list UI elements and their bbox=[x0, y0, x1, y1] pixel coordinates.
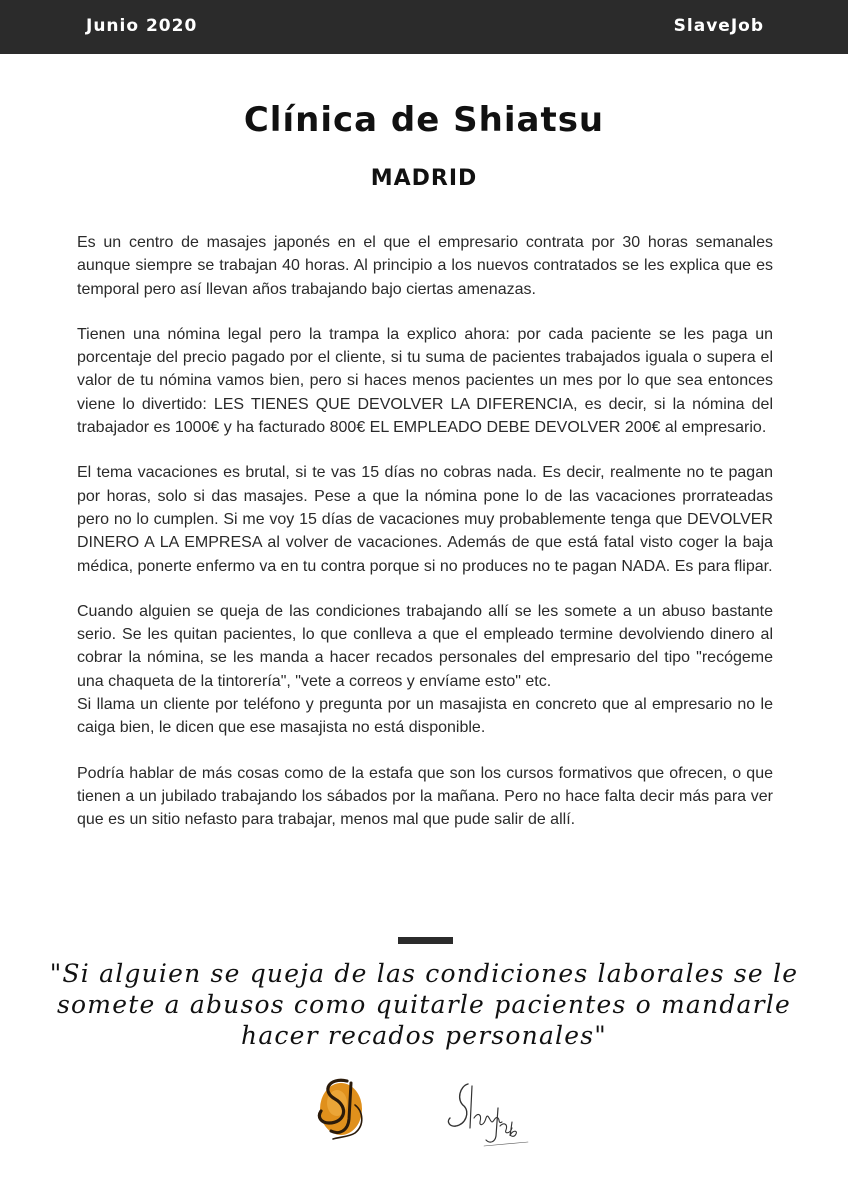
article-body bbox=[77, 231, 773, 854]
paragraph: Cuando alguien se queja de las condiciones trabajando allí se les somete a un abuso bastante serio. Se les quitan pacientes, lo que conlleva a que el empleado termine devolviendo dinero al cobrar la nómina, se les manda a hacer recados personales del empresario del tipo "recógeme una chaqueta de la tintorería", "vete a correos y envíame esto" etc. bbox=[77, 602, 773, 690]
brand-name: SlaveJob bbox=[673, 16, 764, 36]
paragraph: Tienen una nómina legal pero la trampa la explico ahora: por cada paciente se les paga un porcentaje del precio pagado por el cliente, si tu suma de pacientes trabajados iguala o supera el valor de tu nómina vamos bien, pero si haces menos pacientes un mes por lo que sea entonces viene lo divertido: LES TIENES QUE DEVOLVER LA DIFERENCIA, es decir, si la nómina del trabajador es 1000€ y ha facturado 800€ EL EMPLEADO DEBE DEVOLVER 200€ al empresario. bbox=[77, 325, 773, 437]
pull-quote: "Si alguien se queja de las condiciones laborales se le somete a abusos como quitarle pacientes o mandarle hacer recados personales" bbox=[49, 959, 799, 1050]
paragraph: Si llama un cliente por teléfono y pregunta por un masajista en concreto que al empresario no le caiga bien, le dicen que ese masajista no está disponible. bbox=[77, 696, 773, 737]
paragraph: El tema vacaciones es brutal, si te vas 15 días no cobras nada. Es decir, realmente no te pagan por horas, solo si das masajes. Pese a que la nómina pone lo de las vacaciones prorrateadas pero no lo cumplen. Si me voy 15 días de vacaciones muy probablemente tenga que DEVOLVER DINERO A LA EMPRESA al volver de vacaciones. Además de que está fatal visto coger la baja médica, ponerte enfermo va en tu contra porque si no produces no te pagan NADA. Es para flipar. bbox=[77, 464, 773, 575]
header-bar bbox=[0, 0, 848, 54]
sj-monogram-logo bbox=[311, 1075, 371, 1141]
slavejob-signature-logo bbox=[440, 1078, 530, 1150]
page-subtitle: MADRID bbox=[370, 166, 478, 191]
paragraph: Podría hablar de más cosas como de la estafa que son los cursos formativos que ofrecen, o que tienen a un jubilado trabajando los sábados por la mañana. Pero no hace falta decir más para ver que es un sitio nefasto para trabajar, menos mal que pude salir de allí. bbox=[77, 764, 773, 829]
issue-date: Junio 2020 bbox=[86, 16, 198, 36]
page-title: Clínica de Shiatsu bbox=[243, 100, 605, 140]
divider bbox=[398, 937, 453, 944]
paragraph: Es un centro de masajes japonés en el que el empresario contrata por 30 horas semanales aunque siempre se trabajan 40 horas. Al principio a los nuevos contratados se les explica que es temporal pero así llevan años trabajando bajo ciertas amenazas. bbox=[77, 234, 773, 298]
